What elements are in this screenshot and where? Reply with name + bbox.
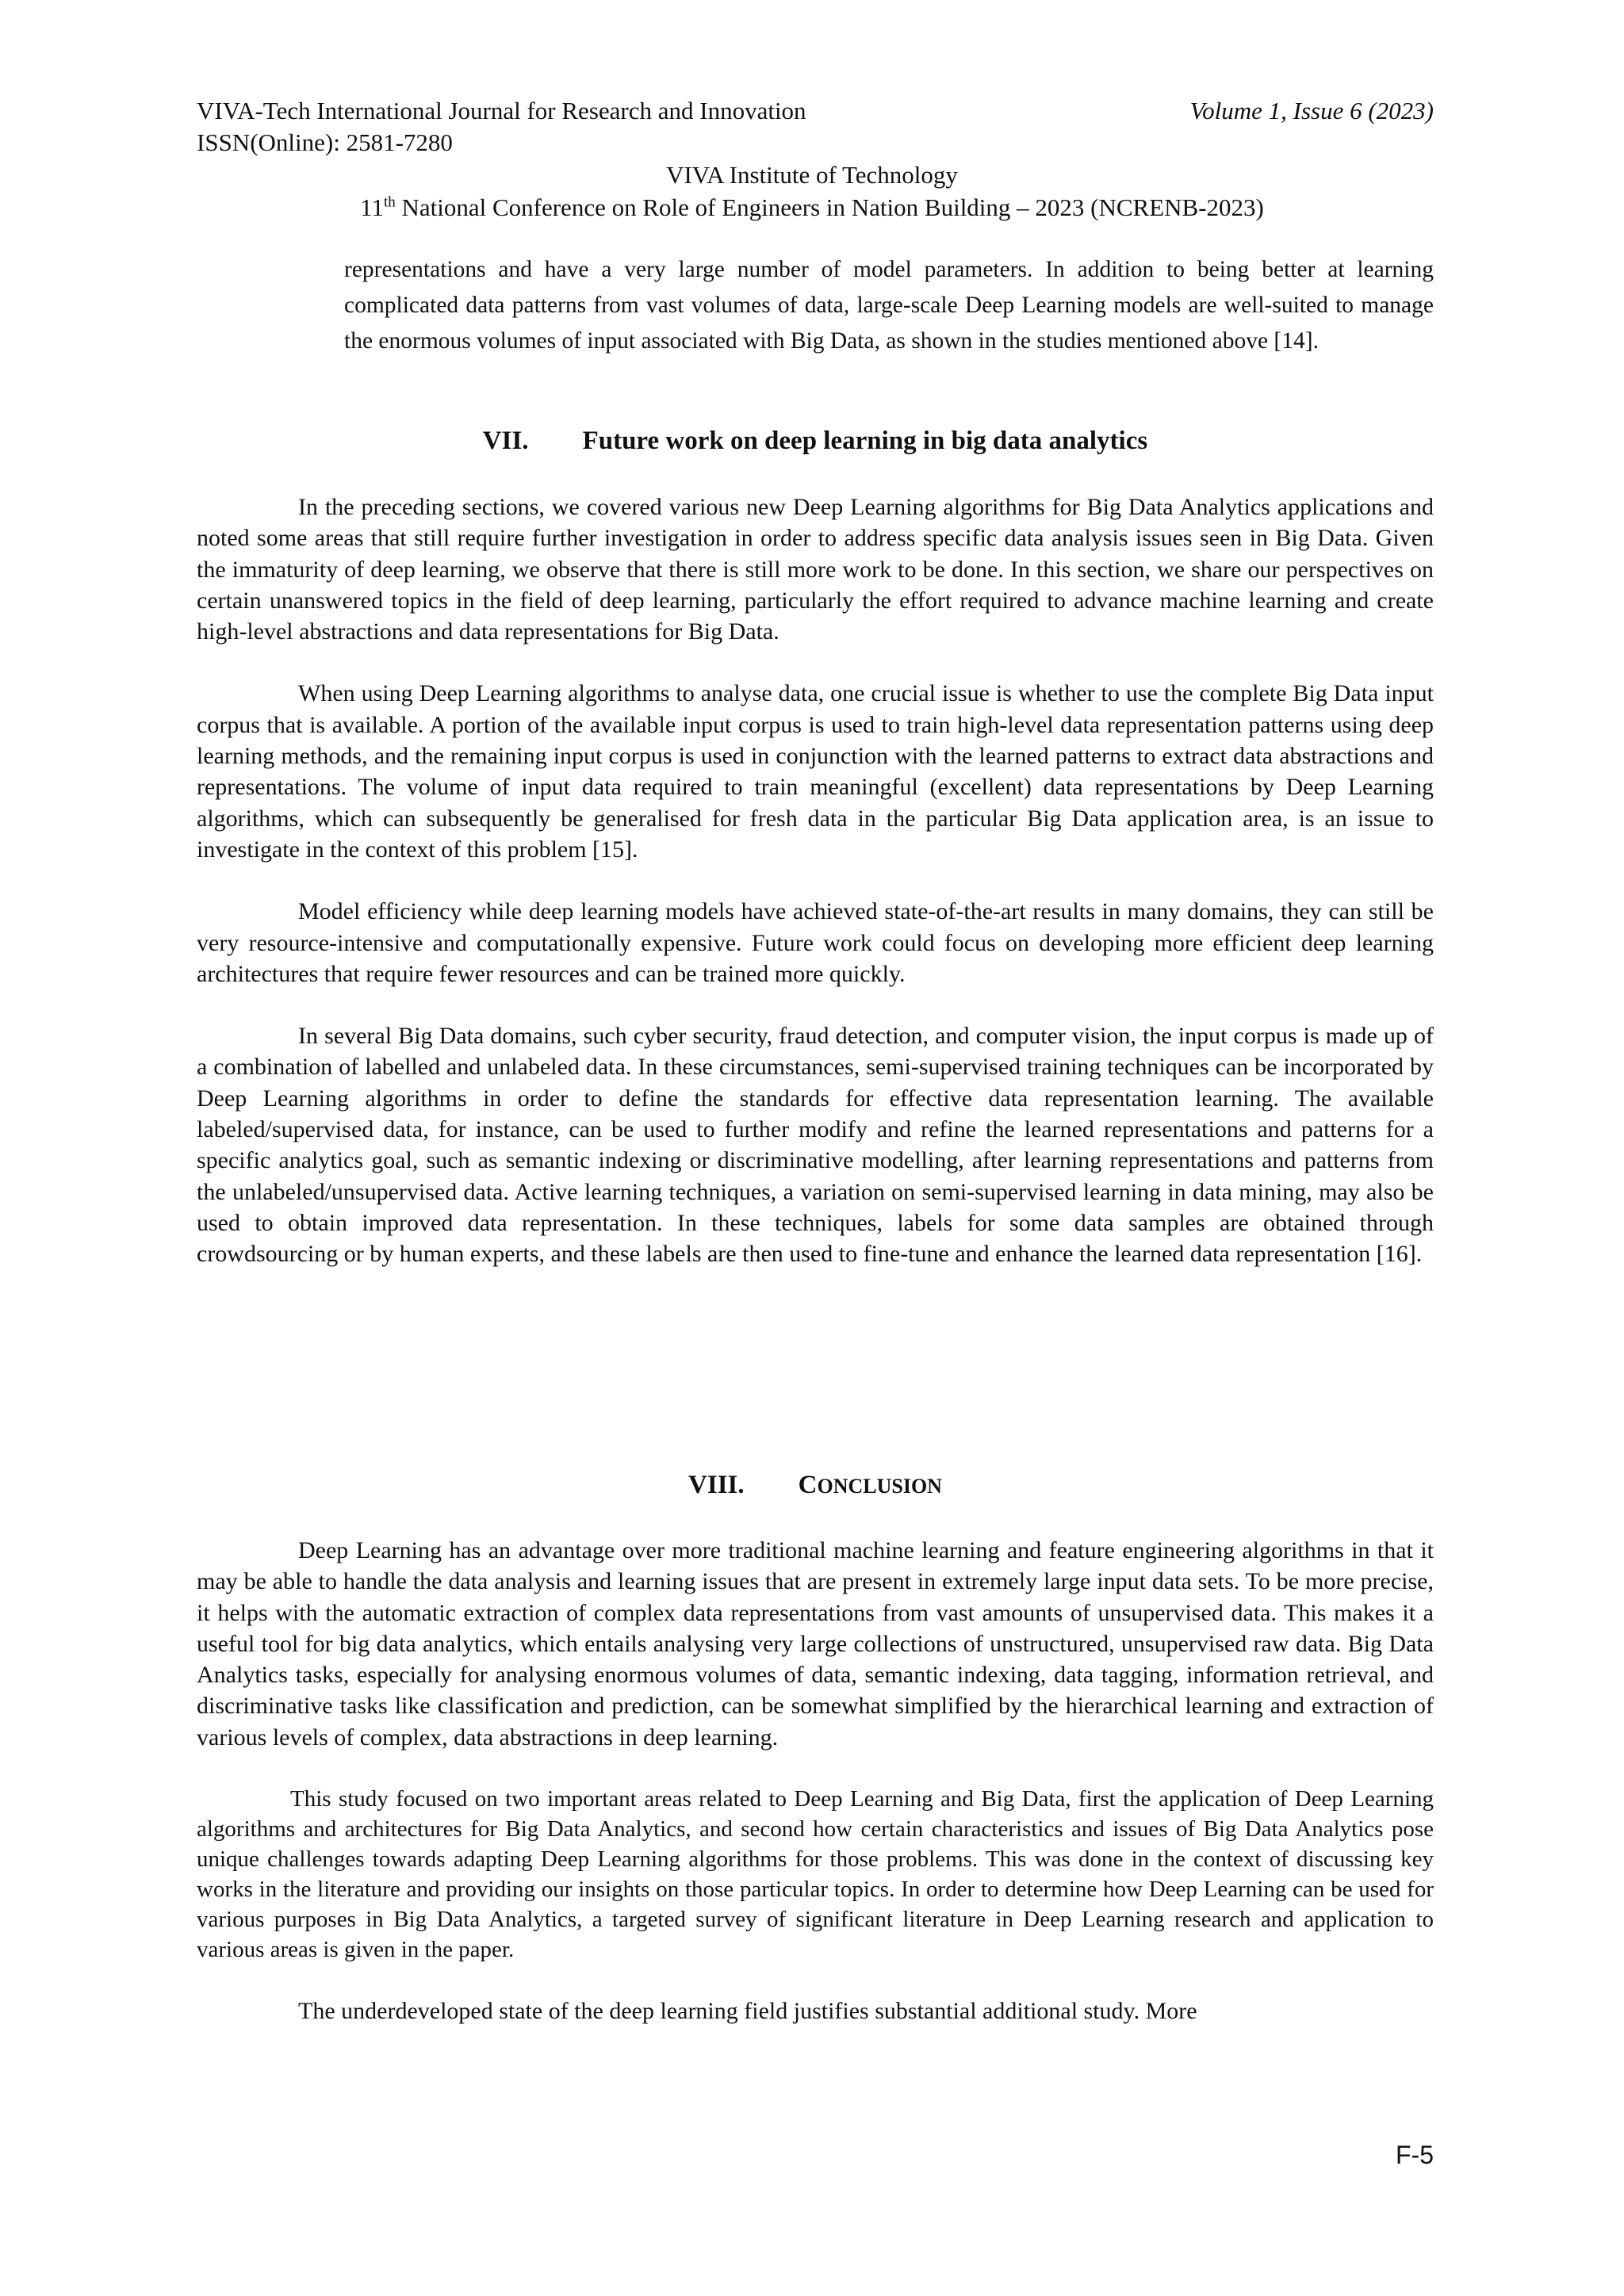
- section-heading-vii: [197, 427, 1434, 456]
- section-number: VIII.: [688, 1471, 745, 1499]
- section-title: Future work on deep learning in big data analytics: [582, 427, 1148, 455]
- paragraph: The underdeveloped state of the deep learning field justifies substantial additional study. More: [298, 1998, 1197, 2025]
- continuation-paragraph: representations and have a very large number of model parameters. In addition to being better at learning complicated data patterns from vast volumes of data, large-scale Deep Learning models are well-suited to manage the enormous volumes of input associated with Big Data, as shown in the studies mentioned above [14].: [344, 257, 1434, 354]
- conference-ordinal: th: [383, 193, 396, 211]
- section-number: VII.: [482, 427, 529, 455]
- page-number: F-5: [1396, 2141, 1434, 2169]
- paragraph: This study focused on two important areas related to Deep Learning and Big Data, first the application of Deep Learning algorithms and architectures for Big Data Analytics, and second how certain characteristics and issues of Big Data Analytics pose unique challenges towards adapting Deep Learning algorithms for those problems. This was done in the context of discussing key works in the literature and providing our insights on those particular topics. In order to determine how Deep Learning can be used for various purposes in Big Data Analytics, a targeted survey of significant literature in Deep Learning research and application to various areas is given in the paper.: [197, 1786, 1434, 1963]
- paragraph: Model efficiency while deep learning models have achieved state-of-the-art results in many domains, they can still be very resource-intensive and computationally expensive. Future work could focus on developing more efficient deep learning architectures that require fewer resources and can be trained more quickly.: [197, 898, 1434, 987]
- journal-header: [197, 95, 806, 159]
- journal-title: VIVA-Tech International Journal for Research and Innovation: [197, 97, 806, 124]
- conference-number: 11: [360, 193, 384, 221]
- section-viii-body: [197, 1535, 1434, 2057]
- paragraph: In the preceding sections, we covered various new Deep Learning algorithms for Big Data Analytics applications and noted some areas that still require further investigation in order to address specific data analysis issues seen in Big Data. Given the immaturity of deep learning, we observe that there is still more work to be done. In this section, we share our perspectives on certain unanswered topics in the field of deep learning, particularly the effort required to advance machine learning and create high-level abstractions and data representations for Big Data.: [197, 494, 1434, 645]
- section-title-rest: ONCLUSION: [817, 1475, 942, 1498]
- conference-title: National Conference on Role of Engineers in Nation Building – 2023 (NCRENB-2023): [395, 193, 1264, 221]
- section-vii-body: [197, 492, 1434, 1301]
- conference-name: [0, 192, 1624, 224]
- volume-issue: Volume 1, Issue 6 (2023): [1189, 97, 1434, 124]
- section-title-initial: C: [798, 1471, 818, 1499]
- paragraph: In several Big Data domains, such cyber security, fraud detection, and computer vision, the input corpus is made up of a combination of labelled and unlabeled data. In these circumstances, semi-supervised training techniques can be incorporated by Deep Learning algorithms in order to define the standards for effective data representation learning. The available labeled/supervised data, for instance, can be used to further modify and refine the learned representations and patterns for a specific analytics goal, such as semantic indexing or discriminative modelling, after learning representations and patterns from the unlabeled/unsupervised data. Active learning techniques, a variation on semi-supervised learning in data mining, may also be used to obtain improved data representation. In these techniques, labels for some data samples are obtained through crowdsourcing or by human experts, and these labels are then used to fine-tune and enhance the learned data representation [16].: [197, 1023, 1434, 1268]
- section-heading-viii: [197, 1471, 1434, 1500]
- paragraph: Deep Learning has an advantage over more traditional machine learning and feature engineering algorithms in that it may be able to handle the data analysis and learning issues that are present in extremely large input data sets. To be more precise, it helps with the automatic extraction of complex data representations from vast amounts of unsupervised data. This makes it a useful tool for big data analytics, which entails analysing very large collections of unstructured, unsupervised raw data. Big Data Analytics tasks, especially for analysing enormous volumes of data, semantic indexing, data tagging, information retrieval, and discriminative tasks like classification and prediction, can be somewhat simplified by the hierarchical learning and extraction of various levels of complex, data abstractions in deep learning.: [197, 1537, 1434, 1751]
- institute-name: VIVA Institute of Technology: [666, 161, 958, 189]
- paragraph: When using Deep Learning algorithms to analyse data, one crucial issue is whether to use the complete Big Data input corpus that is available. A portion of the available input corpus is used to train high-level data representation patterns using deep learning methods, and the remaining input corpus is used in conjunction with the learned patterns to extract data abstractions and representations. The volume of input data required to train meaningful (excellent) data representations by Deep Learning algorithms, which can subsequently be generalised for fresh data in the particular Big Data application area, is an issue to investigate in the context of this problem [15].: [197, 680, 1434, 863]
- continuation-block: [344, 252, 1434, 390]
- issn: ISSN(Online): 2581-7280: [197, 128, 453, 156]
